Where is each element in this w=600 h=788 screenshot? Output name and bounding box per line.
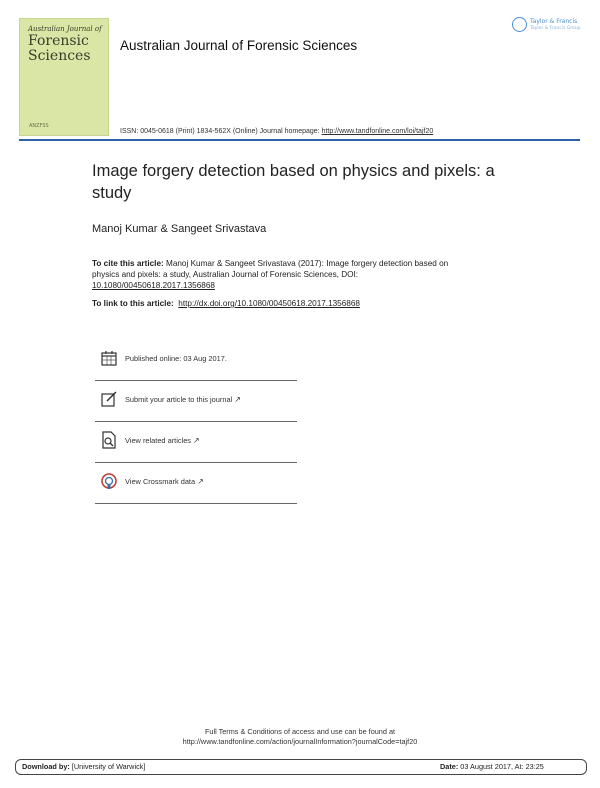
cover-title	[28, 34, 91, 64]
search-icon	[100, 431, 118, 449]
issn-text: ISSN: 0045-0618 (Print) 1834-562X (Online) Journal homepage:	[120, 128, 322, 135]
submit-article-text: Submit your article to this journal	[125, 395, 233, 404]
external-link-icon: ↗	[197, 477, 204, 486]
downloaded-by	[22, 762, 145, 771]
publisher-text	[530, 18, 581, 32]
cover-title-line1: Forensic	[28, 33, 89, 49]
article-authors: Manoj Kumar & Sangeet Srivastava	[92, 223, 267, 235]
submit-article-action[interactable]	[95, 381, 297, 422]
terms-url[interactable]: http://www.tandfonline.com/action/journalInformation?journalCode=tajf20	[182, 737, 418, 746]
date-value: 03 August 2017, At: 23:25	[458, 762, 544, 771]
crossmark-icon	[100, 472, 118, 490]
doi-link[interactable]: 10.1080/00450618.2017.1356868	[92, 281, 215, 290]
edit-icon	[100, 390, 118, 408]
link-to-article	[92, 299, 360, 308]
journal-homepage-link[interactable]: http://www.tandfonline.com/loi/tajf20	[321, 128, 434, 135]
published-online	[95, 340, 297, 381]
article-title: Image forgery detection based on physics and pixels: a study	[92, 162, 495, 202]
published-online-label: Published online: 03 Aug 2017.	[125, 354, 227, 363]
cover-subtitle: Australian Journal of	[28, 25, 102, 33]
calendar-icon	[100, 349, 118, 367]
related-articles-text: View related articles	[125, 436, 191, 445]
citation-text: Manoj Kumar & Sangeet Srivastava (2017): Image forgery detection based on physics and pixels: a study, Australian Journal of Forensic Sciences, DOI:	[92, 259, 449, 279]
citation	[92, 258, 472, 291]
cover-title-line2: Sciences	[28, 48, 91, 64]
related-articles-label	[125, 436, 200, 445]
journal-cover	[19, 18, 109, 136]
downloaded-by-value: [University of Warwick]	[69, 762, 146, 771]
external-link-icon: ↗	[193, 436, 200, 445]
link-to-label: To link to this article:	[92, 299, 174, 308]
publisher-circle-icon	[512, 17, 527, 32]
crossmark-label	[125, 477, 204, 486]
submit-article-label	[125, 395, 241, 404]
downloaded-by-label: Download by:	[22, 762, 70, 771]
publisher-logo	[512, 17, 581, 32]
article-url-link[interactable]: http://dx.doi.org/10.1080/00450618.2017.1356868	[178, 299, 360, 308]
journal-name: Australian Journal of Forensic Sciences	[120, 38, 358, 53]
publisher-sub: Taylor & Francis Group	[530, 25, 581, 31]
date-label: Date:	[440, 762, 459, 771]
external-link-icon: ↗	[234, 395, 241, 404]
issn-line	[120, 128, 433, 135]
header-rule	[19, 139, 580, 141]
related-articles-action[interactable]	[95, 422, 297, 463]
cover-logo: ANZFSS	[29, 123, 49, 129]
download-footer	[15, 759, 587, 775]
article-actions	[95, 340, 297, 504]
crossmark-action[interactable]	[95, 463, 297, 504]
terms-notice	[0, 727, 600, 747]
publisher-name: Taylor & Francis	[530, 17, 578, 25]
crossmark-text: View Crossmark data	[125, 477, 196, 486]
download-date	[440, 762, 544, 771]
terms-line1: Full Terms & Conditions of access and use can be found at	[204, 727, 396, 736]
citation-label: To cite this article:	[92, 259, 164, 268]
